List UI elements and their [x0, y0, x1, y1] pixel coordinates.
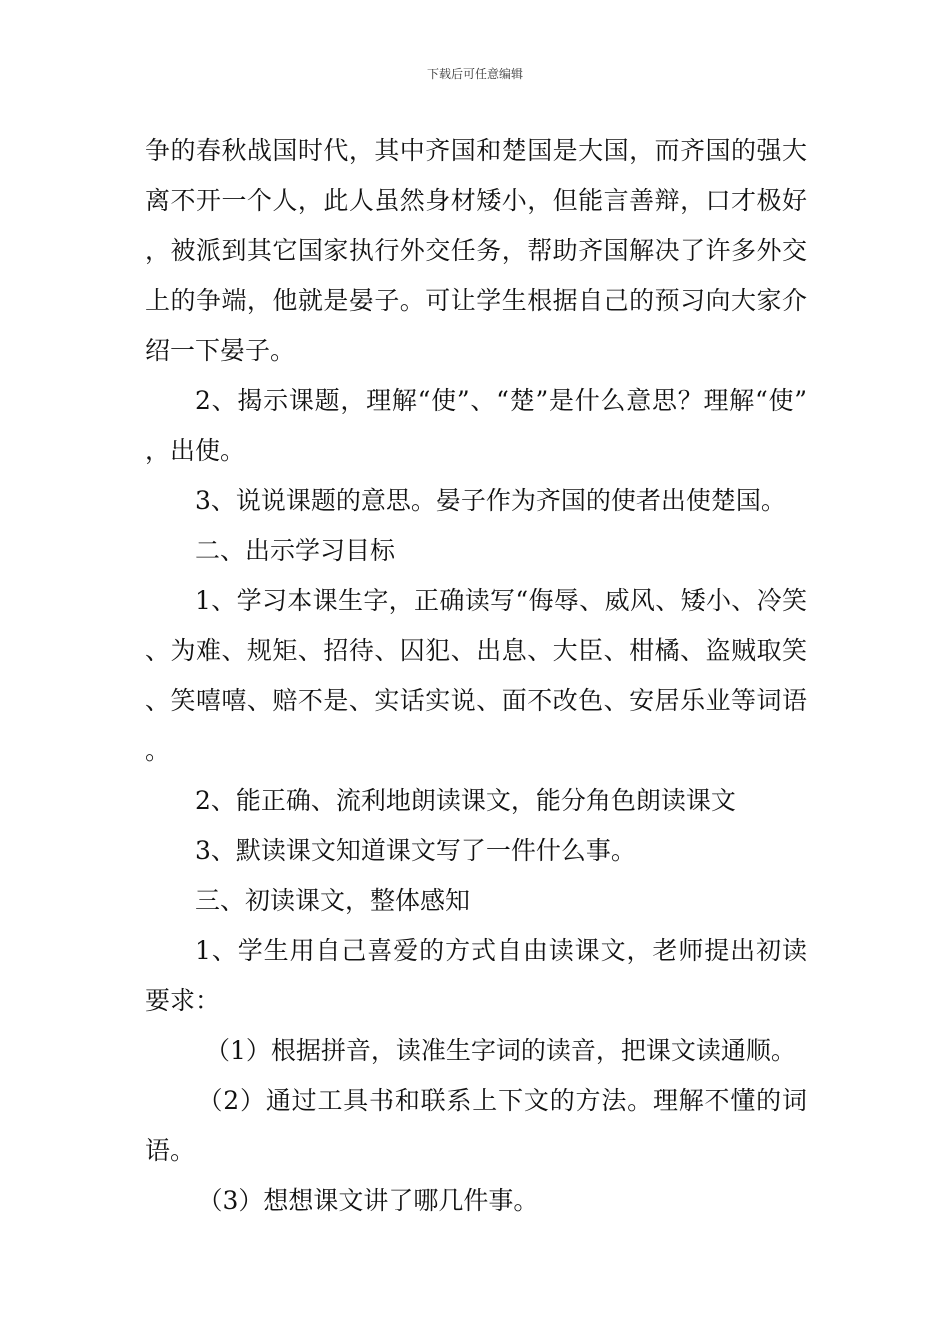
section-heading-objectives: 二、出示学习目标	[195, 536, 396, 565]
paragraph-topic-meaning: 3、说说课题的意思。晏子作为齐国的使者出使楚国。	[195, 486, 786, 515]
paragraph-reveal-topic: 2、揭示课题，理解“使”、“楚”是什么意思？理解“使”，出使。	[145, 386, 807, 465]
paragraph-objective-3: 3、默读课文知道课文写了一件什么事。	[195, 836, 636, 865]
section-heading-first-reading: 三、初读课文，整体感知	[195, 886, 471, 915]
paragraph-requirement-3: （3）想想课文讲了哪几件事。	[197, 1186, 539, 1215]
paragraph-objective-2: 2、能正确、流利地朗读课文，能分角色朗读课文	[195, 786, 736, 815]
paragraph-objective-1: 1、学习本课生字，正确读写“侮辱、威风、矮小、冷笑、为难、规矩、招待、囚犯、出息、大臣、柑橘、盗贼取笑、笑嘻嘻、赔不是、实话实说、面不改色、安居乐业等词语。	[145, 586, 807, 765]
document-body	[145, 126, 807, 1226]
page-header-note: 下载后可任意编辑	[426, 67, 523, 81]
paragraph-requirement-2: （2）通过工具书和联系上下文的方法。理解不懂的词语。	[145, 1086, 807, 1165]
paragraph-intro-continuation: 争的春秋战国时代，其中齐国和楚国是大国，而齐国的强大离不开一个人，此人虽然身材矮小，但能言善辩，口才极好，被派到其它国家执行外交任务，帮助齐国解决了许多外交上的争端，他就是晏子。可让学生根据自己的预习向大家介绍一下晏子。	[145, 136, 807, 365]
paragraph-requirement-1: （1）根据拼音，读准生字词的读音，把课文读通顺。	[205, 1036, 796, 1065]
paragraph-reading-step-1: 1、学生用自己喜爱的方式自由读课文，老师提出初读要求：	[145, 936, 807, 1015]
